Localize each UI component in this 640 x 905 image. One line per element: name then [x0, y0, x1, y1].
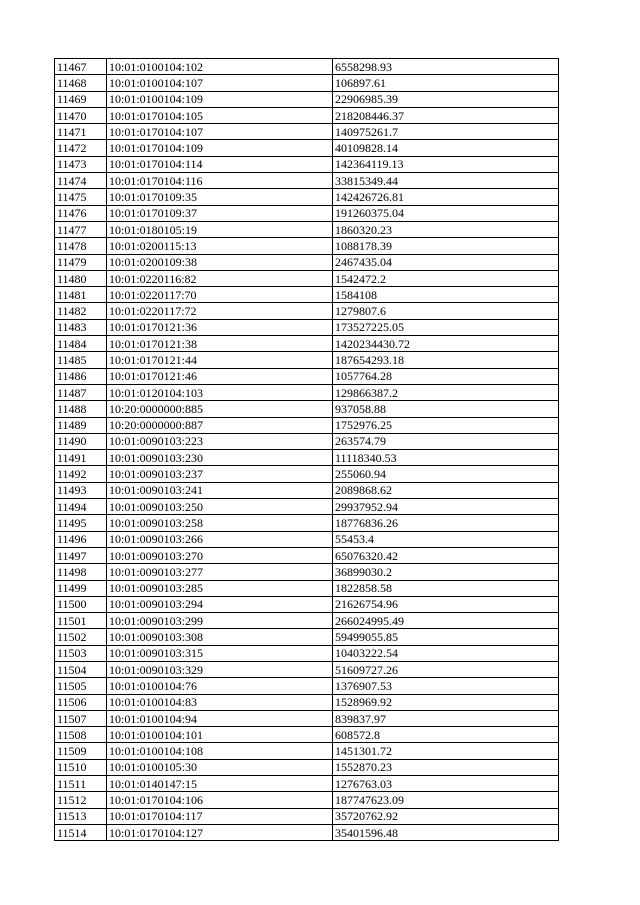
cadastral-number-cell: 10:01:0100105:30 — [107, 759, 333, 775]
cadastral-number-cell: 10:01:0120104:103 — [107, 384, 333, 400]
row-number-cell: 11473 — [55, 156, 107, 172]
value-cell: 255060.94 — [333, 466, 559, 482]
cadastral-number-cell: 10:01:0090103:299 — [107, 613, 333, 629]
value-cell: 1860320.23 — [333, 221, 559, 237]
table-row — [55, 368, 559, 384]
value-cell: 55453.4 — [333, 531, 559, 547]
value-cell: 35401596.48 — [333, 824, 559, 840]
row-number-cell: 11513 — [55, 808, 107, 824]
value-cell: 2467435.04 — [333, 254, 559, 270]
table-row — [55, 710, 559, 726]
cadastral-number-cell: 10:01:0170104:105 — [107, 107, 333, 123]
cadastral-number-cell: 10:01:0100104:109 — [107, 91, 333, 107]
cadastral-number-cell: 10:01:0100104:101 — [107, 727, 333, 743]
table-row — [55, 205, 559, 221]
row-number-cell: 11514 — [55, 824, 107, 840]
value-cell: 40109828.14 — [333, 140, 559, 156]
table-row — [55, 450, 559, 466]
value-cell: 10403222.54 — [333, 645, 559, 661]
row-number-cell: 11472 — [55, 140, 107, 156]
cadastral-number-cell: 10:01:0090103:237 — [107, 466, 333, 482]
value-cell: 33815349.44 — [333, 173, 559, 189]
cadastral-number-cell: 10:01:0220117:70 — [107, 287, 333, 303]
row-number-cell: 11496 — [55, 531, 107, 547]
value-cell: 1057764.28 — [333, 368, 559, 384]
value-cell: 11118340.53 — [333, 450, 559, 466]
cadastral-number-cell: 10:01:0090103:285 — [107, 580, 333, 596]
row-number-cell: 11494 — [55, 499, 107, 515]
row-number-cell: 11487 — [55, 384, 107, 400]
table-body — [55, 59, 559, 841]
table-row — [55, 645, 559, 661]
cadastral-number-cell: 10:01:0090103:270 — [107, 547, 333, 563]
row-number-cell: 11499 — [55, 580, 107, 596]
row-number-cell: 11512 — [55, 792, 107, 808]
value-cell: 22906985.39 — [333, 91, 559, 107]
value-cell: 1752976.25 — [333, 417, 559, 433]
table-row — [55, 238, 559, 254]
table-row — [55, 140, 559, 156]
row-number-cell: 11501 — [55, 613, 107, 629]
row-number-cell: 11488 — [55, 401, 107, 417]
table-row — [55, 107, 559, 123]
cadastral-number-cell: 10:01:0170121:46 — [107, 368, 333, 384]
value-cell: 35720762.92 — [333, 808, 559, 824]
value-cell: 187654293.18 — [333, 352, 559, 368]
row-number-cell: 11511 — [55, 776, 107, 792]
cadastral-number-cell: 10:01:0090103:329 — [107, 661, 333, 677]
row-number-cell: 11476 — [55, 205, 107, 221]
table-row — [55, 270, 559, 286]
row-number-cell: 11508 — [55, 727, 107, 743]
table-row — [55, 792, 559, 808]
value-cell: 1584108 — [333, 287, 559, 303]
row-number-cell: 11505 — [55, 678, 107, 694]
row-number-cell: 11500 — [55, 596, 107, 612]
cadastral-number-cell: 10:01:0170104:107 — [107, 124, 333, 140]
row-number-cell: 11475 — [55, 189, 107, 205]
cadastral-number-cell: 10:01:0100104:108 — [107, 743, 333, 759]
value-cell: 263574.79 — [333, 433, 559, 449]
table-row — [55, 759, 559, 775]
row-number-cell: 11497 — [55, 547, 107, 563]
value-cell: 59499055.85 — [333, 629, 559, 645]
table-row — [55, 661, 559, 677]
cadastral-number-cell: 10:01:0140147:15 — [107, 776, 333, 792]
cadastral-number-cell: 10:20:0000000:885 — [107, 401, 333, 417]
row-number-cell: 11474 — [55, 173, 107, 189]
cadastral-number-cell: 10:01:0100104:107 — [107, 75, 333, 91]
table-row — [55, 499, 559, 515]
row-number-cell: 11477 — [55, 221, 107, 237]
row-number-cell: 11492 — [55, 466, 107, 482]
cadastral-number-cell: 10:01:0200115:13 — [107, 238, 333, 254]
cadastral-number-cell: 10:01:0100104:83 — [107, 694, 333, 710]
value-cell: 1276763.03 — [333, 776, 559, 792]
table-row — [55, 776, 559, 792]
table-row — [55, 580, 559, 596]
row-number-cell: 11480 — [55, 270, 107, 286]
table-row — [55, 221, 559, 237]
row-number-cell: 11485 — [55, 352, 107, 368]
table-row — [55, 417, 559, 433]
table-row — [55, 466, 559, 482]
value-cell: 1822858.58 — [333, 580, 559, 596]
table-row — [55, 124, 559, 140]
row-number-cell: 11493 — [55, 482, 107, 498]
value-cell: 173527225.05 — [333, 319, 559, 335]
table-row — [55, 547, 559, 563]
cadastral-value-table — [54, 58, 559, 841]
table-row — [55, 401, 559, 417]
cadastral-number-cell: 10:01:0170104:116 — [107, 173, 333, 189]
row-number-cell: 11470 — [55, 107, 107, 123]
row-number-cell: 11484 — [55, 336, 107, 352]
cadastral-number-cell: 10:01:0100104:76 — [107, 678, 333, 694]
cadastral-number-cell: 10:01:0090103:223 — [107, 433, 333, 449]
cadastral-number-cell: 10:01:0090103:294 — [107, 596, 333, 612]
table-row — [55, 743, 559, 759]
cadastral-number-cell: 10:01:0090103:241 — [107, 482, 333, 498]
table-row — [55, 613, 559, 629]
table-row — [55, 156, 559, 172]
cadastral-number-cell: 10:01:0170121:44 — [107, 352, 333, 368]
cadastral-number-cell: 10:01:0100104:102 — [107, 59, 333, 75]
cadastral-number-cell: 10:01:0220116:82 — [107, 270, 333, 286]
cadastral-number-cell: 10:01:0170109:35 — [107, 189, 333, 205]
cadastral-number-cell: 10:01:0170104:117 — [107, 808, 333, 824]
value-cell: 1542472.2 — [333, 270, 559, 286]
cadastral-number-cell: 10:01:0100104:94 — [107, 710, 333, 726]
table-row — [55, 694, 559, 710]
value-cell: 18776836.26 — [333, 515, 559, 531]
cadastral-number-cell: 10:01:0170104:114 — [107, 156, 333, 172]
cadastral-number-cell: 10:01:0090103:250 — [107, 499, 333, 515]
table-row — [55, 629, 559, 645]
cadastral-number-cell: 10:20:0000000:887 — [107, 417, 333, 433]
value-cell: 29937952.94 — [333, 499, 559, 515]
cadastral-number-cell: 10:01:0170104:127 — [107, 824, 333, 840]
value-cell: 839837.97 — [333, 710, 559, 726]
row-number-cell: 11506 — [55, 694, 107, 710]
table-row — [55, 75, 559, 91]
row-number-cell: 11502 — [55, 629, 107, 645]
row-number-cell: 11509 — [55, 743, 107, 759]
row-number-cell: 11498 — [55, 564, 107, 580]
table-row — [55, 433, 559, 449]
value-cell: 2089868.62 — [333, 482, 559, 498]
table-row — [55, 319, 559, 335]
table-row — [55, 515, 559, 531]
table-row — [55, 384, 559, 400]
cadastral-number-cell: 10:01:0090103:277 — [107, 564, 333, 580]
table-row — [55, 596, 559, 612]
row-number-cell: 11468 — [55, 75, 107, 91]
table-row — [55, 564, 559, 580]
cadastral-number-cell: 10:01:0180105:19 — [107, 221, 333, 237]
cadastral-number-cell: 10:01:0170121:36 — [107, 319, 333, 335]
row-number-cell: 11471 — [55, 124, 107, 140]
value-cell: 1376907.53 — [333, 678, 559, 694]
cadastral-number-cell: 10:01:0090103:258 — [107, 515, 333, 531]
value-cell: 142426726.81 — [333, 189, 559, 205]
cadastral-number-cell: 10:01:0220117:72 — [107, 303, 333, 319]
table-row — [55, 173, 559, 189]
value-cell: 1552870.23 — [333, 759, 559, 775]
table-row — [55, 189, 559, 205]
row-number-cell: 11491 — [55, 450, 107, 466]
row-number-cell: 11481 — [55, 287, 107, 303]
row-number-cell: 11507 — [55, 710, 107, 726]
value-cell: 1088178.39 — [333, 238, 559, 254]
value-cell: 140975261.7 — [333, 124, 559, 140]
table-row — [55, 287, 559, 303]
value-cell: 1279807.6 — [333, 303, 559, 319]
table-row — [55, 824, 559, 840]
cadastral-number-cell: 10:01:0090103:315 — [107, 645, 333, 661]
table-row — [55, 352, 559, 368]
cadastral-number-cell: 10:01:0170104:106 — [107, 792, 333, 808]
table-row — [55, 808, 559, 824]
value-cell: 187747623.09 — [333, 792, 559, 808]
value-cell: 21626754.96 — [333, 596, 559, 612]
row-number-cell: 11478 — [55, 238, 107, 254]
value-cell: 608572.8 — [333, 727, 559, 743]
row-number-cell: 11467 — [55, 59, 107, 75]
value-cell: 36899030.2 — [333, 564, 559, 580]
value-cell: 51609727.26 — [333, 661, 559, 677]
row-number-cell: 11504 — [55, 661, 107, 677]
cadastral-number-cell: 10:01:0200109:38 — [107, 254, 333, 270]
table-row — [55, 482, 559, 498]
table-row — [55, 336, 559, 352]
value-cell: 218208446.37 — [333, 107, 559, 123]
row-number-cell: 11510 — [55, 759, 107, 775]
value-cell: 106897.61 — [333, 75, 559, 91]
value-cell: 266024995.49 — [333, 613, 559, 629]
value-cell: 1451301.72 — [333, 743, 559, 759]
cadastral-number-cell: 10:01:0090103:230 — [107, 450, 333, 466]
table-row — [55, 91, 559, 107]
value-cell: 191260375.04 — [333, 205, 559, 221]
table-row — [55, 303, 559, 319]
row-number-cell: 11490 — [55, 433, 107, 449]
cadastral-number-cell: 10:01:0170104:109 — [107, 140, 333, 156]
value-cell: 937058.88 — [333, 401, 559, 417]
value-cell: 6558298.93 — [333, 59, 559, 75]
value-cell: 1528969.92 — [333, 694, 559, 710]
row-number-cell: 11483 — [55, 319, 107, 335]
table-row — [55, 59, 559, 75]
table-row — [55, 531, 559, 547]
row-number-cell: 11469 — [55, 91, 107, 107]
table-row — [55, 678, 559, 694]
row-number-cell: 11489 — [55, 417, 107, 433]
row-number-cell: 11495 — [55, 515, 107, 531]
row-number-cell: 11486 — [55, 368, 107, 384]
cadastral-number-cell: 10:01:0170121:38 — [107, 336, 333, 352]
cadastral-number-cell: 10:01:0090103:266 — [107, 531, 333, 547]
value-cell: 65076320.42 — [333, 547, 559, 563]
cadastral-number-cell: 10:01:0090103:308 — [107, 629, 333, 645]
value-cell: 1420234430.72 — [333, 336, 559, 352]
cadastral-number-cell: 10:01:0170109:37 — [107, 205, 333, 221]
value-cell: 142364119.13 — [333, 156, 559, 172]
row-number-cell: 11503 — [55, 645, 107, 661]
row-number-cell: 11479 — [55, 254, 107, 270]
row-number-cell: 11482 — [55, 303, 107, 319]
table-row — [55, 254, 559, 270]
value-cell: 129866387.2 — [333, 384, 559, 400]
table-row — [55, 727, 559, 743]
